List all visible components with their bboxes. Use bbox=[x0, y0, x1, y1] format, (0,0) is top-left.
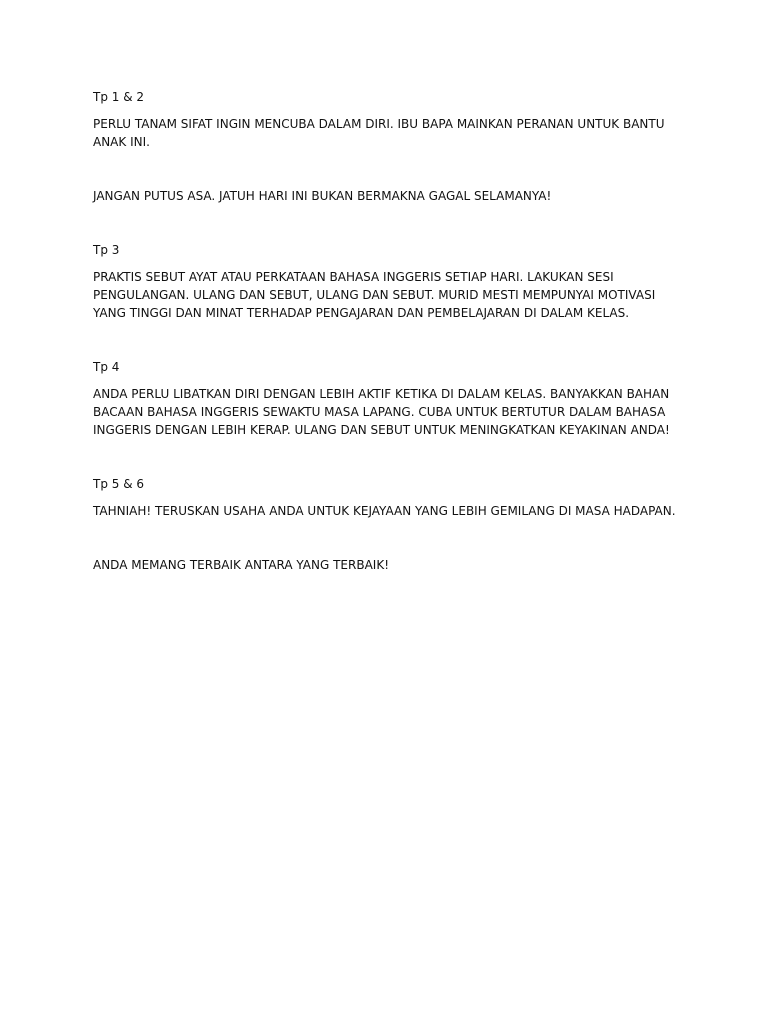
document-body bbox=[93, 88, 683, 574]
paragraph-tp-4: ANDA PERLU LIBATKAN DIRI DENGAN LEBIH AKTIF KETIKA DI DALAM KELAS. BANYAKKAN BAHAN BACAAN BAHASA INGGERIS SEWAKTU MASA LAPANG. CUBA UNTUK BERTUTUR DALAM BAHASA INGGERIS DENGAN LEBIH KERAP. ULANG DAN SEBUT UNTUK MENINGKATKAN KEYAKINAN ANDA! bbox=[93, 387, 670, 437]
heading-tp-4: Tp 4 bbox=[93, 360, 120, 374]
heading-tp-1-2: Tp 1 & 2 bbox=[93, 90, 145, 104]
heading-tp-3: Tp 3 bbox=[93, 243, 120, 257]
paragraph-tp-3: PRAKTIS SEBUT AYAT ATAU PERKATAAN BAHASA INGGERIS SETIAP HARI. LAKUKAN SESI PENGULANGAN. ULANG DAN SEBUT, ULANG DAN SEBUT. MURID MESTI MEMPUNYAI MOTIVASI YANG TINGGI DAN MINAT TERHADAP PENGAJARAN DAN PEMBELAJARAN DI DALAM KELAS. bbox=[93, 270, 656, 320]
heading-tp-5-6: Tp 5 & 6 bbox=[93, 477, 145, 491]
paragraph-tp-5-6-closing: ANDA MEMANG TERBAIK ANTARA YANG TERBAIK! bbox=[93, 558, 390, 572]
paragraph-tp-1-2-encouragement: JANGAN PUTUS ASA. JATUH HARI INI BUKAN BERMAKNA GAGAL SELAMANYA! bbox=[93, 189, 552, 203]
paragraph-tp-1-2-advice: PERLU TANAM SIFAT INGIN MENCUBA DALAM DIRI. IBU BAPA MAINKAN PERANAN UNTUK BANTU ANAK INI. bbox=[93, 117, 665, 149]
paragraph-tp-5-6-congrats: TAHNIAH! TERUSKAN USAHA ANDA UNTUK KEJAYAAN YANG LEBIH GEMILANG DI MASA HADAPAN. bbox=[93, 504, 676, 518]
